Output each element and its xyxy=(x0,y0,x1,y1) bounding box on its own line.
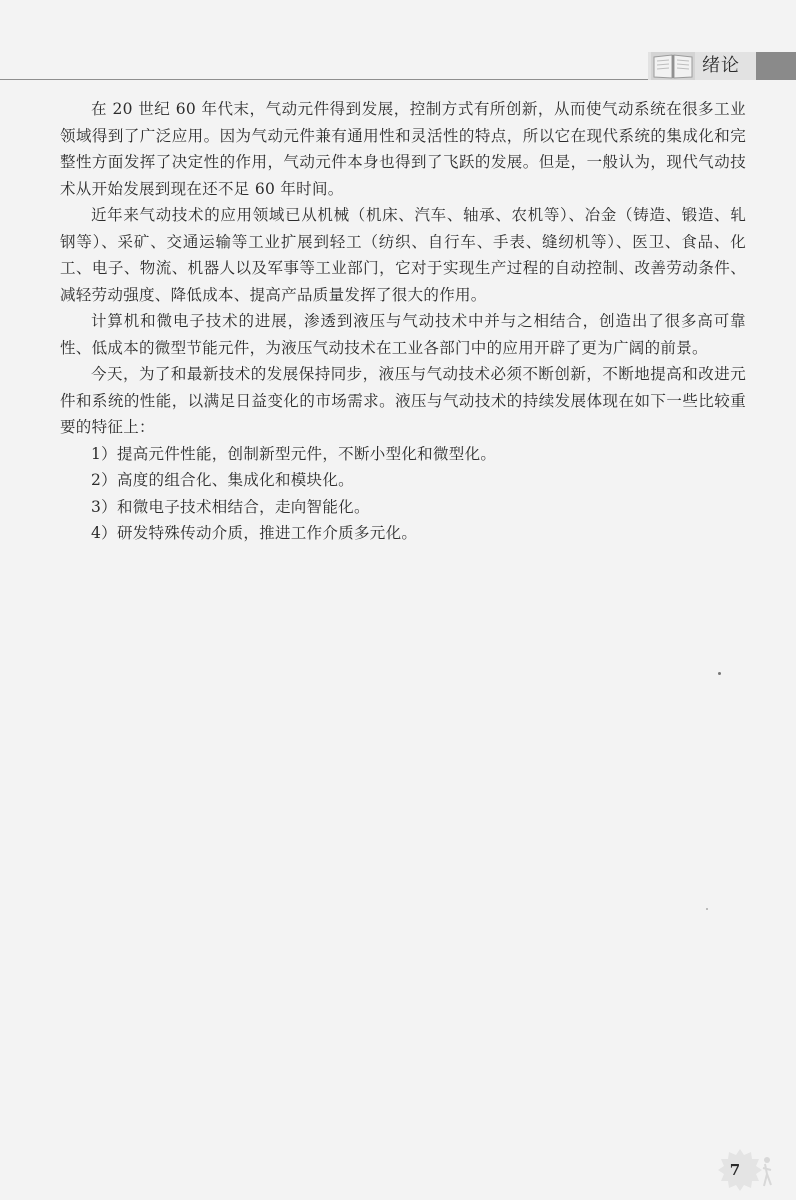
header-tab-accent xyxy=(756,52,796,80)
chapter-title: 绪论 xyxy=(702,55,740,76)
paragraph-2: 近年来气动技术的应用领域已从机械（机床、汽车、轴承、农机等）、冶金（铸造、锻造、轧钢等）、采矿、交通运输等工业扩展到轻工（纺织、自行车、手表、缝纫机等）、医卫、食品、化工、电子、物流、机器人以及军事等工业部门，它对于实现生产过程的自动控制、改善劳动条件、减轻劳动强度、降低成本、提高产品质量发挥了很大的作用。 xyxy=(60,206,746,304)
scan-speck xyxy=(718,672,721,675)
list-item: 3）和微电子技术相结合，走向智能化。 xyxy=(91,497,370,516)
open-book-icon xyxy=(651,52,695,80)
page-number: 7 xyxy=(729,1161,741,1179)
list-item: 2）高度的组合化、集成化和模块化。 xyxy=(91,471,354,489)
scan-speck xyxy=(706,908,708,910)
list-item: 4）研发特殊传动介质，推进工作介质多元化。 xyxy=(91,524,418,542)
list-item: 1）提高元件性能，创制新型元件，不断小型化和微型化。 xyxy=(91,444,497,463)
body-text xyxy=(60,96,746,547)
paragraph-3: 计算机和微电子技术的进展，渗透到液压与气动技术中并与之相结合，创造出了很多高可靠性、低成本的微型节能元件，为液压气动技术在工业各部门中的应用开辟了更为广阔的前景。 xyxy=(60,312,746,357)
feature-list xyxy=(60,441,746,547)
paragraph-4: 今天，为了和最新技术的发展保持同步，液压与气动技术必须不断创新，不断地提高和改进元件和系统的性能，以满足日益变化的市场需求。液压与气动技术的持续发展体现在如下一些比较重要的特征上： xyxy=(60,365,746,436)
paragraph-1: 在 20 世纪 60 年代末，气动元件得到发展，控制方式有所创新，从而使气动系统在很多工业领域得到了广泛应用。因为气动元件兼有通用性和灵活性的特点，所以它在现代系统的集成化和完整性方面发挥了决定性的作用，气动元件本身也得到了飞跃的发展。但是，一般认为，现代气动技术从开始发展到现在还不足 60 年时间。 xyxy=(60,100,746,198)
